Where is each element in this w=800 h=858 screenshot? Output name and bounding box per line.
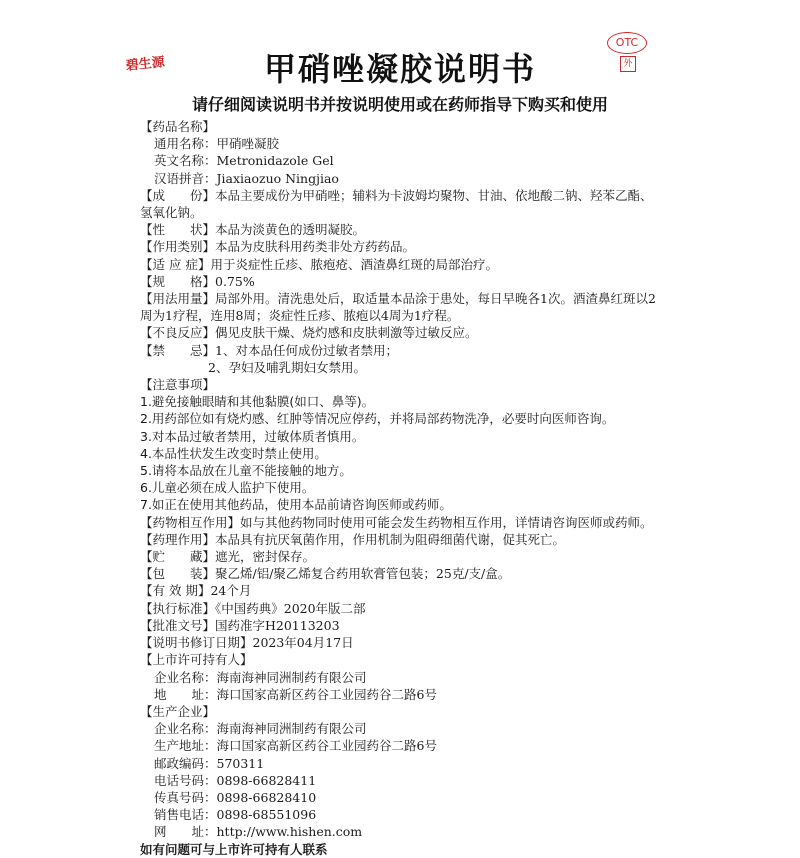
contraindications-line: 【禁 忌】1、对本品任何成份过敏者禁用； — [140, 342, 398, 358]
expiry-line: 【有 效 期】24个月 — [140, 583, 252, 599]
dosage-line: 【用法用量】局部外用。清洗患处后，取适量本品涂于患处，每日早晚各1次。酒渣鼻红斑以2 — [140, 291, 656, 307]
indications-line: 【适 应 症】用于炎症性丘疹、脓疱疮、酒渣鼻红斑的局部治疗。 — [140, 256, 498, 272]
section-heading-drug-name: 【药品名称】 — [140, 119, 216, 134]
contraindications-line-cont: 2、孕妇及哺乳期妇女禁用。 — [208, 359, 366, 375]
brand-logo: 碧生源 — [125, 54, 166, 74]
external-use-badge: 外 — [620, 56, 636, 72]
packaging-line: 【包 装】聚乙烯/铝/聚乙烯复合药用软膏管包装；25克/支/盒。 — [140, 566, 511, 582]
pharmacology-line: 【药理作用】本品具有抗厌氧菌作用，作用机制为阻碍细菌代谢，促其死亡。 — [140, 531, 566, 547]
precaution-item: 6.儿童必须在成人监护下使用。 — [140, 480, 315, 496]
phone-line: 电话号码：0898-66828411 — [154, 772, 317, 788]
website-line: 网 址：http://www.hishen.com — [154, 824, 363, 840]
sales-phone-line: 销售电话：0898-68551096 — [154, 807, 317, 823]
manufacturer-address-line: 生产地址：海口国家高新区药谷工业园药谷二路6号 — [154, 738, 437, 754]
ingredients-line-cont: 氢氧化钠。 — [140, 205, 203, 221]
page-title: 甲硝唑凝胶说明书 — [263, 50, 536, 88]
drug-interactions-line: 【药物相互作用】如与其他药物同时使用可能会发生药物相互作用，详情请咨询医师或药师。 — [140, 514, 653, 530]
section-heading-precautions: 【注意事项】 — [140, 377, 216, 393]
section-heading-holder: 【上市许可持有人】 — [140, 652, 253, 668]
appearance-line: 【性 状】本品为淡黄色的透明凝胶。 — [140, 222, 366, 238]
manufacturer-company-line: 企业名称：海南海神同洲制药有限公司 — [154, 721, 367, 737]
postal-code-line: 邮政编码：570311 — [154, 755, 265, 771]
pinyin-name-line: 汉语拼音：Jiaxiaozuo Ningjiao — [154, 170, 339, 186]
storage-line: 【贮 藏】遮光，密封保存。 — [140, 549, 316, 565]
page-subtitle: 请仔细阅读说明书并按说明使用或在药师指导下购买和使用 — [191, 95, 608, 114]
specification-line: 【规 格】0.75% — [140, 273, 255, 289]
otc-badge-label: OTC — [607, 32, 647, 54]
precaution-item: 1.避免接触眼睛和其他黏膜(如口、鼻等)。 — [140, 394, 375, 410]
precaution-item: 4.本品性状发生改变时禁止使用。 — [140, 445, 327, 461]
contact-footer: 如有问题可与上市许可持有人联系 — [140, 841, 328, 857]
precaution-item: 2.用药部位如有烧灼感、红肿等情况应停药，并将局部药物洗净，必要时向医师咨询。 — [140, 411, 615, 427]
approval-number-line: 【批准文号】国药准字H20113203 — [140, 617, 340, 633]
dosage-line-cont: 周为1疗程，连用8周；炎症性丘疹、脓疱以4周为1疗程。 — [140, 308, 460, 324]
generic-name-line: 通用名称：甲硝唑凝胶 — [154, 136, 280, 152]
precaution-item: 5.请将本品放在儿童不能接触的地方。 — [140, 463, 352, 479]
ingredients-line: 【成 份】本品主要成份为甲硝唑；辅料为卡波姆均聚物、甘油、依地酸二钠、羟苯乙酯、 — [140, 187, 653, 203]
fax-line: 传真号码：0898-66828410 — [154, 789, 317, 805]
english-name-line: 英文名称：Metronidazole Gel — [154, 153, 334, 169]
holder-company-line: 企业名称：海南海神同洲制药有限公司 — [154, 669, 367, 685]
precaution-item: 3.对本品过敏者禁用，过敏体质者慎用。 — [140, 428, 365, 444]
category-line: 【作用类别】本品为皮肤科用药类非处方药药品。 — [140, 239, 416, 255]
standard-line: 【执行标准】《中国药典》2020年版二部 — [140, 600, 366, 616]
precaution-item: 7.如正在使用其他药品，使用本品前请咨询医师或药师。 — [140, 497, 452, 513]
holder-address-line: 地 址：海口国家高新区药谷工业园药谷二路6号 — [154, 686, 437, 702]
section-heading-manufacturer: 【生产企业】 — [140, 703, 216, 719]
leaflet-body — [140, 118, 680, 858]
adverse-reactions-line: 【不良反应】偶见皮肤干燥、烧灼感和皮肤刺激等过敏反应。 — [140, 325, 478, 341]
revision-date-line: 【说明书修订日期】2023年04月17日 — [140, 635, 354, 651]
